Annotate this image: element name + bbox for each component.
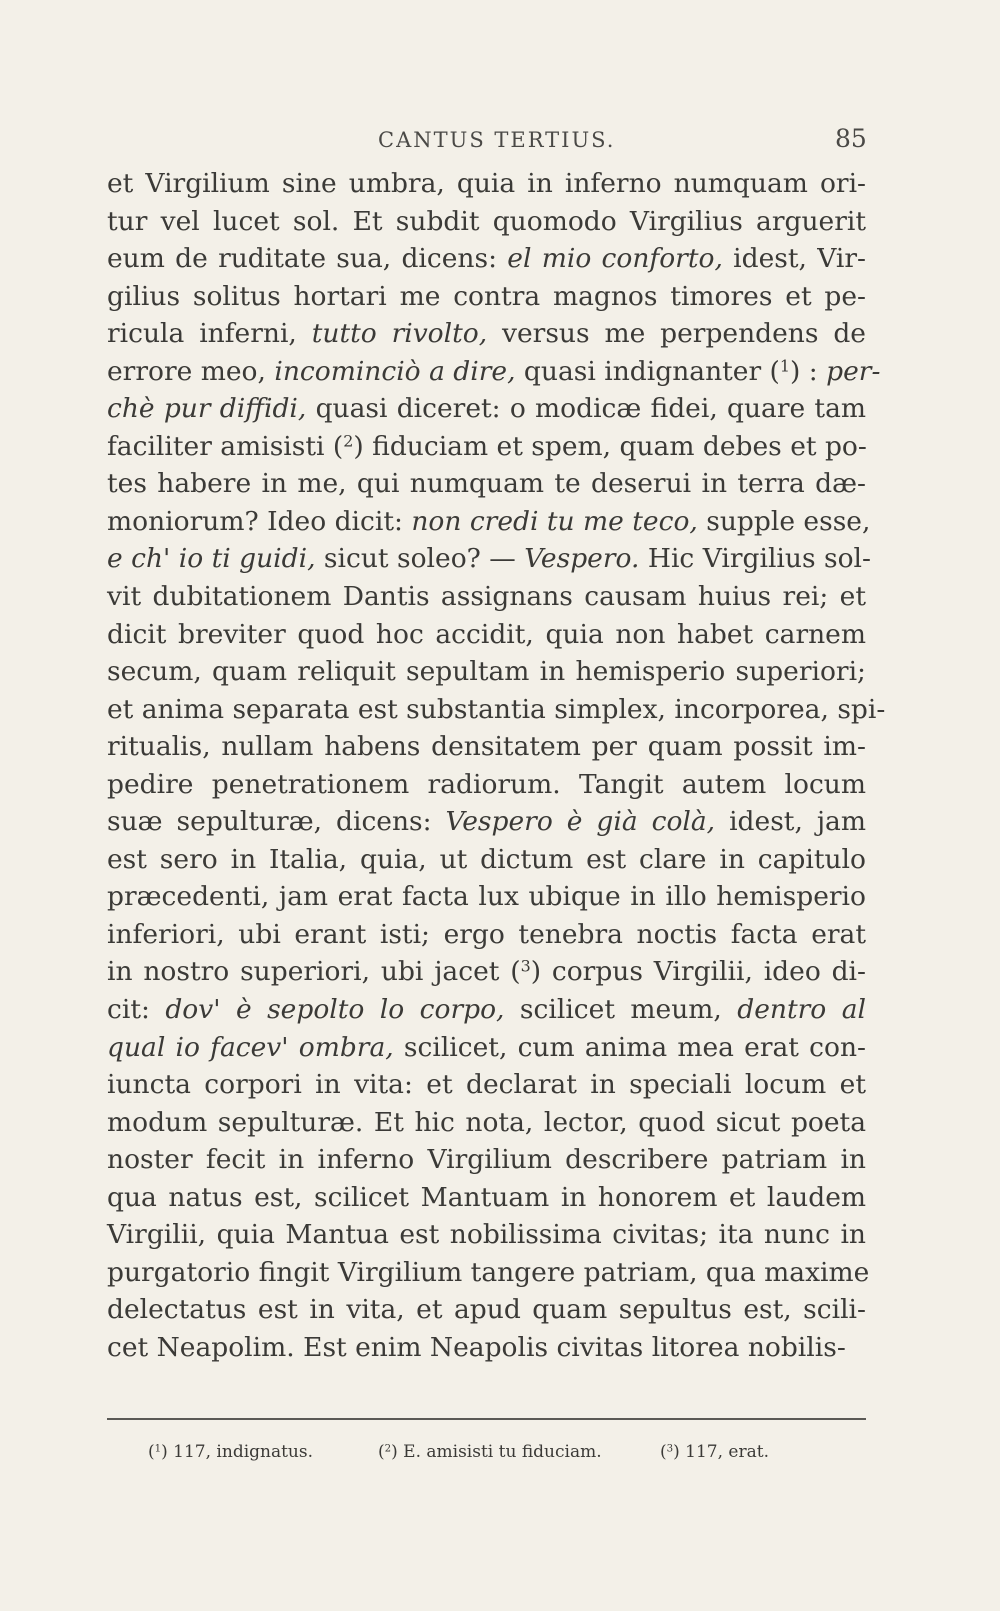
text-line (107, 503, 871, 541)
text-line (107, 1179, 866, 1217)
text-run: dicit breviter quod hoc accidit, quia non habet carnem (107, 618, 866, 650)
page-number: 85 (835, 124, 867, 153)
text-run: cit: (107, 994, 166, 1026)
footnote-text: 117, indignatus. (173, 1442, 314, 1462)
italic-quote: dov' è sepolto lo corpo, (165, 994, 505, 1026)
footnote-text: 117, erat. (685, 1442, 769, 1462)
text-line (107, 728, 866, 766)
text-line (107, 240, 866, 278)
text-run: purgatorio fingit Virgilium tangere patriam, qua maxime (107, 1256, 870, 1288)
text-run: ricula inferni, (107, 318, 312, 350)
footnote-ref: 1 (779, 356, 791, 375)
text-line (107, 616, 866, 654)
italic-quote: el mio conforto, (507, 243, 723, 275)
footnote-ref: 3 (520, 956, 531, 976)
text-run: est sero in Italia, quia, ut dictum est clare in capitulo (107, 843, 866, 875)
text-run: et Virgilium sine umbra, quia in inferno numquam ori- (107, 168, 866, 199)
text-run: pedire penetrationem radiorum. Tangit autem locum (107, 768, 866, 800)
text-run: quasi diceret: o modicæ fidei, quare tam (306, 393, 866, 425)
page-header (0, 124, 1000, 164)
text-run: qua natus est, scilicet Mantuam in honorem et laudem (107, 1181, 866, 1213)
text-run: idest, Vir- (722, 243, 866, 275)
text-line (107, 766, 866, 804)
italic-quote: Vespero è già colà, (445, 806, 716, 838)
text-line (107, 1066, 866, 1104)
text-run: eum de ruditate sua, dicens: (107, 243, 508, 275)
text-run: tur vel lucet sol. Et subdit quomodo Virgilius arguerit (107, 205, 866, 237)
text-run: errore meo, (107, 355, 275, 387)
text-run: et anima separata est substantia simplex, incorporea, spi- (107, 693, 886, 725)
running-title: CANTUS TERTIUS. (378, 128, 616, 152)
text-run: cet Neapolim. Est enim Neapolis civitas litorea nobilis- (107, 1331, 846, 1363)
text-run: moniorum? Ideo dicit: (107, 505, 412, 537)
text-run: Hic Virgilius sol- (639, 543, 871, 575)
text-run: Virgilii, quia Mantua est nobilissima civitas; ita nunc in (107, 1219, 866, 1251)
text-run: quasi indignanter ( (515, 355, 780, 387)
footnote-1: ($^1$) 117, indignatus. (148, 1442, 314, 1462)
text-run: præcedenti, jam erat facta lux ubique in illo hemisperio (107, 881, 866, 913)
text-line (107, 653, 866, 691)
text-run: idest, jam (715, 806, 866, 838)
italic-quote: qual io facev' ombra, (107, 1031, 394, 1063)
italic-quote: incominciò a dire, (274, 355, 516, 387)
text-line (107, 1104, 866, 1142)
text-line (107, 1141, 866, 1179)
footnote-mark: 1 (154, 1443, 162, 1455)
text-run: modum sepulturæ. Et hic nota, lector, quod sicut poeta (107, 1106, 866, 1138)
text-line (107, 841, 866, 879)
text-line (107, 803, 866, 841)
text-run: versus me perpendens de (487, 318, 866, 350)
text-line (107, 1291, 866, 1329)
italic-quote: dentro al (737, 994, 866, 1026)
text-run: scilicet meum, (504, 994, 738, 1026)
text-line (107, 1029, 866, 1067)
text-line (107, 1329, 866, 1367)
text-run: ritualis, nullam habens densitatem per quam possit im- (107, 731, 866, 763)
text-line (107, 1254, 870, 1292)
text-run: suæ sepulturæ, dicens: (107, 806, 446, 838)
text-line (107, 540, 871, 578)
italic-quote: tutto rivolto, (311, 318, 488, 350)
text-run: iuncta corpori in vita: et declarat in speciali locum et (107, 1069, 866, 1101)
text-line (107, 878, 866, 916)
text-line (107, 428, 866, 466)
text-run: noster fecit in inferno Virgilium describere patriam in (107, 1144, 866, 1176)
text-run: ) corpus Virgilii, ideo di- (530, 956, 866, 988)
footnote-mark: 3 (666, 1443, 674, 1455)
text-run: inferiori, ubi erant isti; ergo tenebra noctis facta erat (107, 918, 866, 950)
italic-quote: Vespero. (524, 543, 640, 575)
text-line (107, 390, 866, 428)
footnote-ref: 2 (343, 431, 354, 451)
footnote-rule (107, 1418, 866, 1420)
text-run: secum, quam reliquit sepultam in hemisperio superiori; (107, 656, 866, 688)
footnotes (148, 1442, 848, 1472)
body-text (107, 165, 886, 1367)
text-run: scilicet, cum anima mea erat con- (393, 1031, 866, 1063)
text-run: sicut soleo? — (315, 543, 525, 575)
text-line (107, 1216, 866, 1254)
text-run: gilius solitus hortari me contra magnos timores et pe- (107, 280, 866, 312)
text-run: ) : (790, 355, 827, 387)
text-run: vit dubitationem Dantis assignans causam huius rei; et (107, 581, 866, 613)
footnote-mark: 2 (384, 1443, 392, 1455)
text-run: delectatus est in vita, et apud quam sepultus est, scili- (107, 1294, 866, 1326)
footnote-2: ($^2$) E. amisisti tu fiduciam. (378, 1442, 602, 1462)
footnote-3: ($^3$) 117, erat. (660, 1442, 769, 1462)
text-line (107, 991, 866, 1029)
text-line (107, 916, 866, 954)
italic-quote: e ch' io ti guidi, (107, 543, 316, 575)
text-line (107, 315, 866, 353)
text-line (107, 165, 866, 203)
text-line (107, 578, 866, 616)
text-run: supple esse, (697, 505, 871, 537)
text-line (107, 353, 881, 391)
text-line (107, 465, 866, 503)
text-run: tes habere in me, qui numquam te deserui in terra dæ- (107, 468, 866, 500)
text-run: ) fiduciam et spem, quam debes et po- (353, 430, 867, 462)
italic-quote: chè pur diffidi, (107, 393, 307, 425)
italic-quote: per- (826, 355, 881, 387)
text-line (107, 691, 886, 729)
text-line (107, 953, 866, 991)
italic-quote: non credi tu me teco, (411, 505, 698, 537)
footnote-text: E. amisisti tu fiduciam. (403, 1442, 602, 1462)
text-run: faciliter amisisti ( (107, 430, 344, 462)
text-line (107, 203, 866, 241)
text-run: in nostro superiori, ubi jacet ( (107, 956, 521, 988)
text-line (107, 278, 866, 316)
